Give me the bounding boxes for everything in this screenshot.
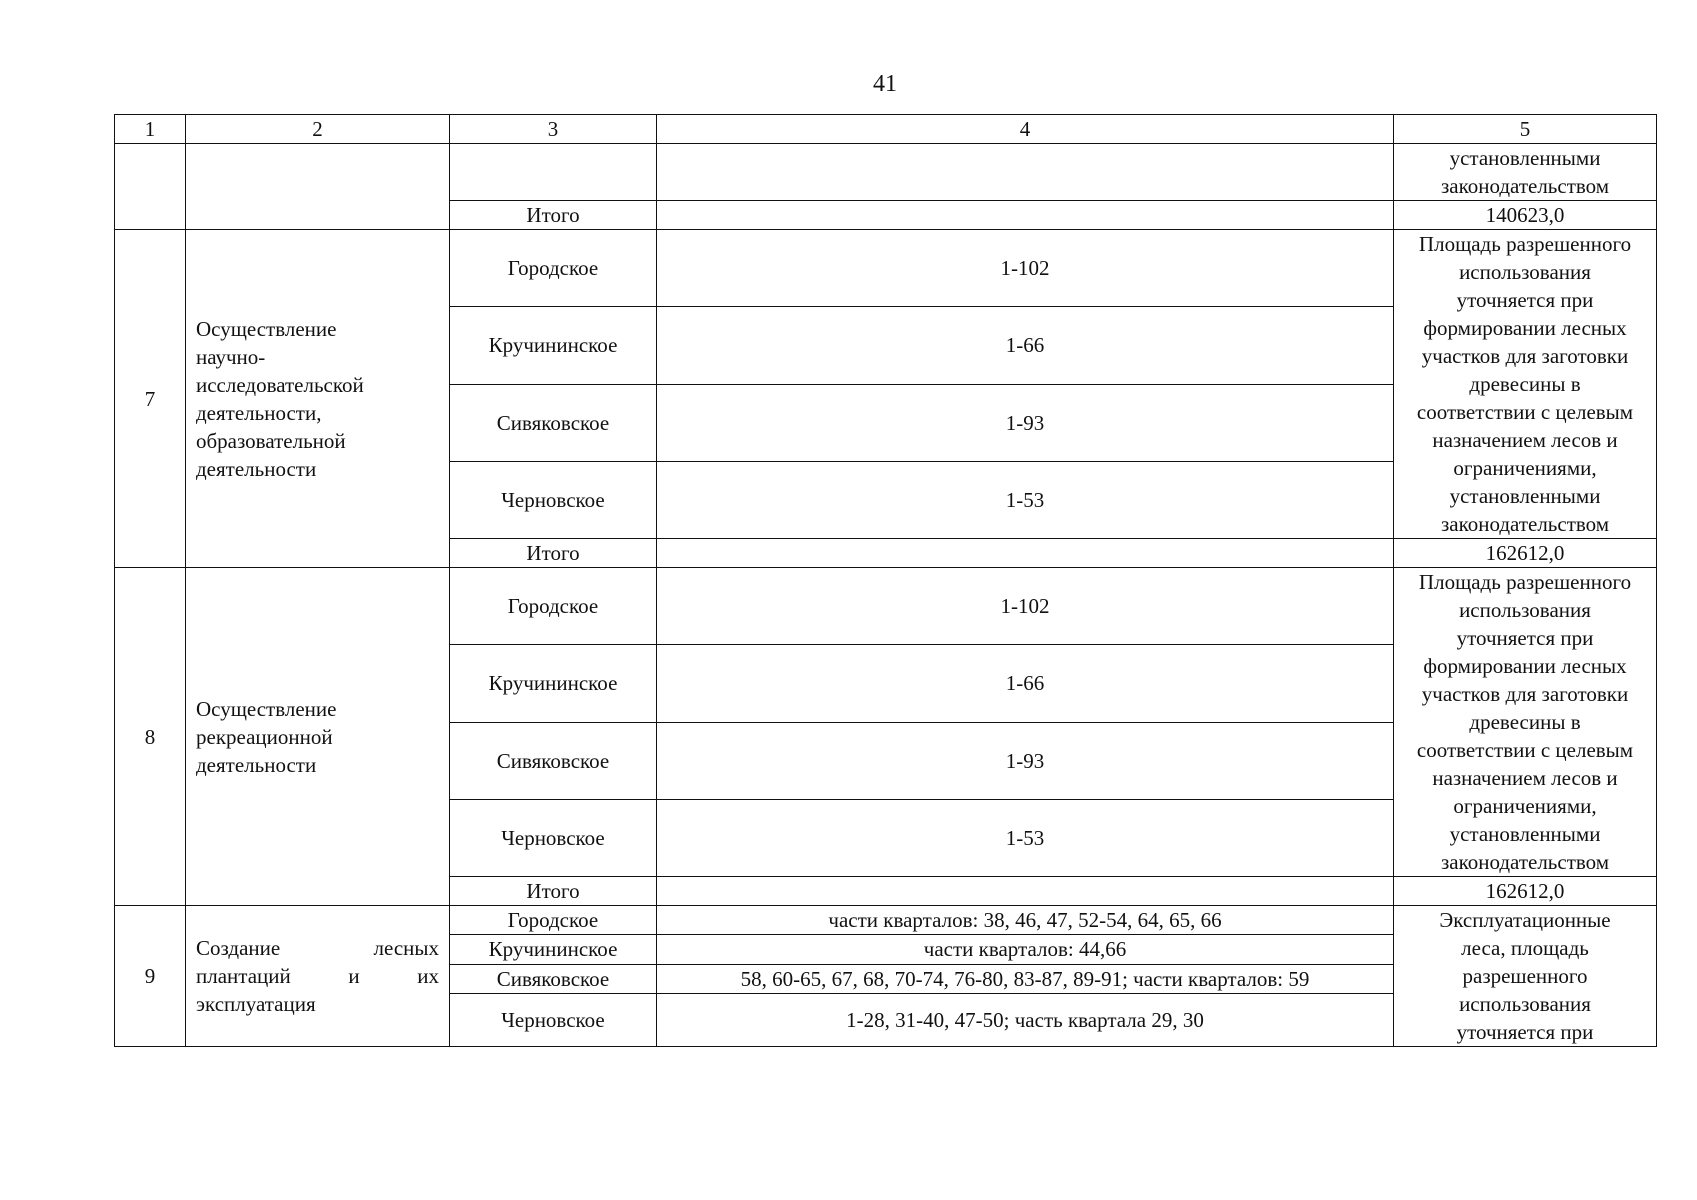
total-value: 140623,0 bbox=[1394, 201, 1657, 230]
continuation-forestry-cell bbox=[450, 144, 657, 201]
section-row bbox=[115, 230, 1657, 307]
forestry-name: Кручининское bbox=[450, 645, 657, 722]
section-name-line: рекреационной bbox=[196, 724, 333, 749]
quarters-list: 1-102 bbox=[657, 568, 1394, 645]
note-line: использования bbox=[1459, 598, 1591, 622]
section-name-line: исследовательской bbox=[196, 372, 364, 397]
quarters-list: 1-102 bbox=[657, 230, 1394, 307]
forestry-name: Кручининское bbox=[450, 935, 657, 964]
total-quarters-cell bbox=[657, 539, 1394, 568]
note-line: древесины в bbox=[1469, 710, 1581, 734]
total-value: 162612,0 bbox=[1394, 877, 1657, 906]
forestry-name: Городское bbox=[450, 568, 657, 645]
column-number-row bbox=[115, 115, 1657, 144]
forestry-name: Черновское bbox=[450, 994, 657, 1047]
total-quarters-cell bbox=[657, 877, 1394, 906]
continuation-note-cell bbox=[1394, 144, 1657, 201]
quarters-list: части кварталов: 44,66 bbox=[657, 935, 1394, 964]
column-number: 3 bbox=[450, 115, 657, 144]
note-line: уточняется при bbox=[1456, 626, 1594, 650]
note-line: установленными bbox=[1449, 822, 1601, 846]
continuation-quarters-cell bbox=[657, 144, 1394, 201]
section-number: 7 bbox=[115, 230, 186, 568]
quarters-list: 1-93 bbox=[657, 722, 1394, 799]
note-line: законодательством bbox=[1440, 512, 1610, 536]
section-row bbox=[115, 568, 1657, 645]
continuation-row bbox=[115, 144, 1657, 201]
note-line: установленными bbox=[1449, 484, 1601, 508]
note-line: ограничениями, bbox=[1453, 794, 1597, 818]
note-cell bbox=[1394, 906, 1657, 1047]
total-quarters-cell bbox=[657, 201, 1394, 230]
section-name-line: образовательной bbox=[196, 428, 346, 453]
forestry-name: Сивяковское bbox=[450, 722, 657, 799]
quarters-list: 1-66 bbox=[657, 645, 1394, 722]
forestry-name: Черновское bbox=[450, 461, 657, 538]
total-label: Итого bbox=[450, 201, 657, 230]
forestry-name: Сивяковское bbox=[450, 964, 657, 993]
note-cell bbox=[1394, 230, 1657, 539]
quarters-list: 1-28, 31-40, 47-50; часть квартала 29, 30 bbox=[657, 994, 1394, 1047]
section-name-line: Создание лесных bbox=[196, 936, 439, 960]
section-name-line: научно- bbox=[196, 344, 266, 369]
note-line: соответствии с целевым bbox=[1416, 400, 1634, 424]
note-line: соответствии с целевым bbox=[1416, 738, 1634, 762]
section-name-line: деятельности bbox=[196, 752, 317, 777]
column-number: 2 bbox=[186, 115, 450, 144]
note-line: назначением лесов и bbox=[1432, 428, 1618, 452]
section-name-line: деятельности bbox=[196, 456, 317, 481]
section-number: 9 bbox=[115, 906, 186, 1047]
note-line: участков для заготовки bbox=[1421, 344, 1629, 368]
forest-use-table bbox=[114, 114, 1657, 1047]
column-number: 4 bbox=[657, 115, 1394, 144]
note-line: законодательством bbox=[1440, 174, 1610, 198]
note-line: древесины в bbox=[1469, 372, 1581, 396]
quarters-list: 1-53 bbox=[657, 461, 1394, 538]
forestry-name: Городское bbox=[450, 906, 657, 935]
note-cell bbox=[1394, 568, 1657, 877]
quarters-list: 1-53 bbox=[657, 799, 1394, 876]
section-name-cell bbox=[186, 906, 450, 1047]
note-line: Площадь разрешенного bbox=[1418, 570, 1632, 594]
total-label: Итого bbox=[450, 877, 657, 906]
quarters-list: 1-93 bbox=[657, 384, 1394, 461]
section-row bbox=[115, 906, 1657, 935]
column-number: 5 bbox=[1394, 115, 1657, 144]
quarters-list: 1-66 bbox=[657, 307, 1394, 384]
note-line: леса, площадь bbox=[1461, 936, 1589, 960]
note-line: формировании лесных bbox=[1423, 316, 1627, 340]
continuation-num-cell bbox=[115, 144, 186, 230]
note-line: Эксплуатационные bbox=[1439, 908, 1611, 932]
note-line: назначением лесов и bbox=[1432, 766, 1618, 790]
section-name-line: эксплуатация bbox=[196, 992, 316, 1016]
section-name-line: Осуществление bbox=[196, 696, 337, 721]
note-line: использования bbox=[1459, 992, 1591, 1016]
page-number: 41 bbox=[873, 71, 897, 97]
forestry-name: Городское bbox=[450, 230, 657, 307]
quarters-list: части кварталов: 38, 46, 47, 52-54, 64, 65, 66 bbox=[657, 906, 1394, 935]
note-line: ограничениями, bbox=[1453, 456, 1597, 480]
note-line: разрешенного bbox=[1462, 964, 1588, 988]
forestry-name: Кручининское bbox=[450, 307, 657, 384]
forestry-name: Сивяковское bbox=[450, 384, 657, 461]
quarters-list: 58, 60-65, 67, 68, 70-74, 76-80, 83-87, 89-91; части кварталов: 59 bbox=[657, 964, 1394, 993]
section-number: 8 bbox=[115, 568, 186, 906]
forestry-name: Черновское bbox=[450, 799, 657, 876]
note-line: установленными bbox=[1449, 146, 1601, 170]
continuation-name-cell bbox=[186, 144, 450, 230]
section-name-cell bbox=[186, 230, 450, 568]
note-line: законодательством bbox=[1440, 850, 1610, 874]
note-line: использования bbox=[1459, 260, 1591, 284]
note-line: участков для заготовки bbox=[1421, 682, 1629, 706]
total-value: 162612,0 bbox=[1394, 539, 1657, 568]
section-name-line: деятельности, bbox=[196, 400, 322, 425]
column-number: 1 bbox=[115, 115, 186, 144]
section-name-cell bbox=[186, 568, 450, 906]
note-line: уточняется при bbox=[1456, 1020, 1594, 1044]
note-line: формировании лесных bbox=[1423, 654, 1627, 678]
note-line: уточняется при bbox=[1456, 288, 1594, 312]
note-line: Площадь разрешенного bbox=[1418, 232, 1632, 256]
section-name-line: Осуществление bbox=[196, 316, 337, 341]
total-label: Итого bbox=[450, 539, 657, 568]
section-name-line: плантаций и их bbox=[196, 964, 439, 988]
